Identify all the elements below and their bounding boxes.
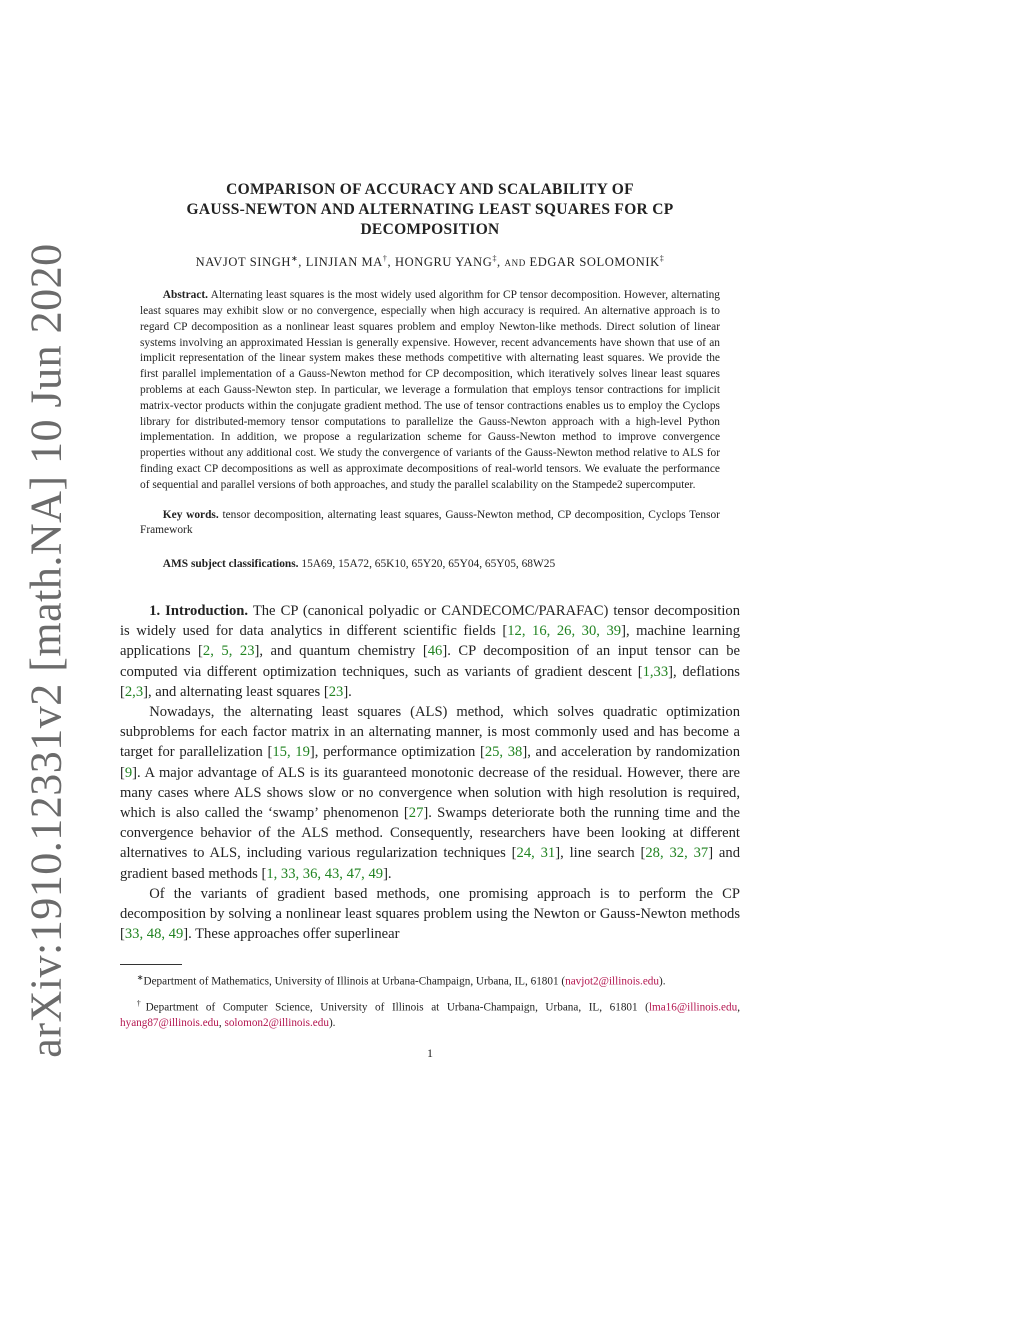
keywords: [140, 508, 720, 540]
text-run: ).: [659, 976, 666, 989]
author-solomonik: EDGAR SOLOMONIK: [529, 255, 660, 270]
author-list: NAVJOT SINGH∗, LINJIAN MA†, HONGRU YANG‡, and EDGAR SOLOMONIK‡: [195, 254, 665, 270]
footnote-1: [120, 970, 740, 990]
text-run: ], and alternating least squares [: [143, 683, 329, 700]
text-run: ]. A major advantage of ALS is its guaranteed monotonic decrease of the residual. However, there are many cases where ALS shows slow or no convergence when solution with high resolution is required, which is also called the ‘swamp’ phenomenon [: [120, 764, 740, 821]
text-run: ].: [383, 865, 392, 882]
abstract: [140, 288, 720, 573]
intro-paragraph-1: [120, 601, 740, 702]
citation-link[interactable]: 46: [427, 643, 443, 660]
text-run: ], performance optimization [: [309, 744, 485, 761]
text-run: ], line search [: [555, 845, 646, 862]
footnote-mark: †: [136, 998, 146, 1008]
abstract-label: Abstract.: [162, 289, 209, 302]
author-mark: †: [382, 254, 388, 263]
text-run: Of the variants of gradient based methods, one promising approach is to perform the CP decomposition by solving a nonlinear least squares problem using the Newton or Gauss-Newton methods [: [120, 885, 740, 943]
arxiv-watermark: [18, 242, 74, 1058]
citation-link[interactable]: 27: [408, 804, 424, 821]
email-link[interactable]: solomon2@illinois.edu: [224, 1016, 329, 1029]
paper-title: [120, 180, 740, 240]
citation-link[interactable]: 23: [328, 683, 344, 700]
ams-text: 15A69, 15A72, 65K10, 65Y20, 65Y04, 65Y05, 68W25: [301, 558, 556, 571]
citation-link[interactable]: 28, 32, 37: [645, 845, 709, 862]
author-yang: HONGRU YANG: [394, 255, 493, 270]
text-run: The CP (canonical polyadic or CANDECOMC/PARAFAC) tensor decomposition is widely used for data analytics in different scientific fields [: [120, 602, 741, 640]
abstract-text: Alternating least squares is the most widely used algorithm for CP tensor decomposition. However, alternating least squares may exhibit slow or no convergence, especially when high accuracy is required. An alternative approach is to regard CP decomposition as a nonlinear least squares problem and employ Newton-like methods. Direct solution of linear systems involving an approximated Hessian is generally expensive. However, recent advancements have shown that use of an implicit representation of the linear system makes these methods competitive with alternating least squares. We provide the first parallel implementation of a Gauss-Newton method for CP decomposition, which iteratively solves linear least squares problems at each Gauss-Newton step. In particular, we leverage a formulation that employs tensor contractions for implicit matrix-vector products within the conjugate gradient method. The use of tensor contractions enables us to employ the Cyclops library for distributed-memory tensor computations to parallelize the Gauss-Newton approach with a high-level Python implementation. In addition, we propose a regularization scheme for Gauss-Newton method to improve convergence properties without any additional cost. We study the convergence of variants of the Gauss-Newton method relative to ALS for finding exact CP decompositions as well as approximate decompositions of real-world tensors. We evaluate the performance of sequential and parallel versions of both approaches, and study the parallel scalability on the Stampede2 supercomputer.: [140, 289, 720, 491]
keywords-label: Key words.: [162, 508, 219, 521]
email-link[interactable]: hyang87@illinois.edu: [120, 1016, 219, 1029]
ams-classifications: [140, 557, 720, 573]
introduction-section: [120, 601, 740, 944]
citation-link[interactable]: 9: [124, 764, 133, 781]
text-run: ], and quantum chemistry [: [254, 643, 428, 660]
author-ma: LINJIAN MA: [305, 255, 383, 270]
arxiv-id[interactable]: arXiv:1910.12331v2 [math.NA] 10 Jun 2020: [21, 242, 71, 1058]
abstract-paragraph: [140, 288, 720, 493]
author-conjunction: and: [504, 255, 526, 270]
citation-link[interactable]: 1,33: [642, 663, 669, 680]
email-link[interactable]: navjot2@illinois.edu: [565, 976, 659, 989]
text-run: ] and gradient based methods [: [120, 845, 741, 882]
citation-link[interactable]: 12, 16, 26, 30, 39: [507, 623, 622, 640]
citation-link[interactable]: 2,3: [124, 683, 144, 700]
author-mark: ∗: [290, 254, 299, 263]
author-mark: ‡: [492, 254, 498, 263]
section-heading: 1. Introduction.: [149, 602, 249, 619]
intro-paragraph-3: [120, 884, 740, 945]
email-link[interactable]: lma16@illinois.edu: [648, 1001, 738, 1014]
author-singh: NAVJOT SINGH: [195, 255, 291, 270]
text-run: ], machine learning applications [: [120, 623, 740, 660]
intro-paragraph-2: [120, 702, 740, 884]
text-run: ).: [328, 1016, 336, 1029]
paper-page: [120, 180, 740, 1061]
keywords-text: tensor decomposition, alternating least squares, Gauss-Newton method, CP decomposition, Cyclops Tensor Framework: [140, 508, 720, 537]
text-run: ,: [218, 1016, 225, 1029]
text-run: ].: [343, 683, 352, 700]
text-run: ], and acceleration by randomization [: [120, 744, 741, 781]
text-run: ,: [737, 1001, 740, 1014]
citation-link[interactable]: 33, 48, 49: [124, 926, 184, 943]
citation-link[interactable]: 25, 38: [484, 744, 523, 761]
footnote-2: [120, 996, 740, 1032]
citation-link[interactable]: 1, 33, 36, 43, 47, 49: [266, 865, 384, 882]
author-mark: ‡: [659, 254, 665, 263]
title-line-1: COMPARISON OF ACCURACY AND SCALABILITY OF: [226, 181, 634, 198]
text-run: Department of Computer Science, University of Illinois at Urbana-Champaign, Urbana, IL, 61801 (: [145, 1001, 649, 1014]
footnote-divider: [120, 964, 182, 965]
text-run: ]. Swamps deteriorate both the running time and the convergence behavior of the ALS method. Consequently, researchers have been looking at different alternatives to ALS, including various regularization techniques [: [120, 804, 740, 862]
footnote-mark: ∗: [136, 973, 144, 983]
text-run: ]. CP decomposition of an input tensor can be computed via different optimization techniques, such as variants of gradient descent [: [120, 643, 741, 680]
text-run: Nowadays, the alternating least squares (ALS) method, which solves quadratic optimization subproblems for each factor matrix in an alternating manner, is most commonly used and has become a target for parallelization [: [120, 703, 740, 761]
title-line-2: GAUSS-NEWTON AND ALTERNATING LEAST SQUARES FOR CP: [186, 201, 674, 218]
ams-label: AMS subject classifications.: [162, 558, 299, 571]
text-run: ]. These approaches offer superlinear: [183, 926, 400, 943]
text-run: ], deflations [: [120, 663, 740, 700]
title-line-3: DECOMPOSITION: [360, 221, 500, 238]
citation-link[interactable]: 15, 19: [272, 744, 310, 761]
citation-link[interactable]: 24, 31: [516, 845, 556, 862]
text-run: Department of Mathematics, University of Illinois at Urbana-Champaign, Urbana, IL, 61801 (: [143, 976, 566, 989]
page-number: 1: [427, 1046, 433, 1061]
citation-link[interactable]: 2, 5, 23: [202, 643, 255, 660]
